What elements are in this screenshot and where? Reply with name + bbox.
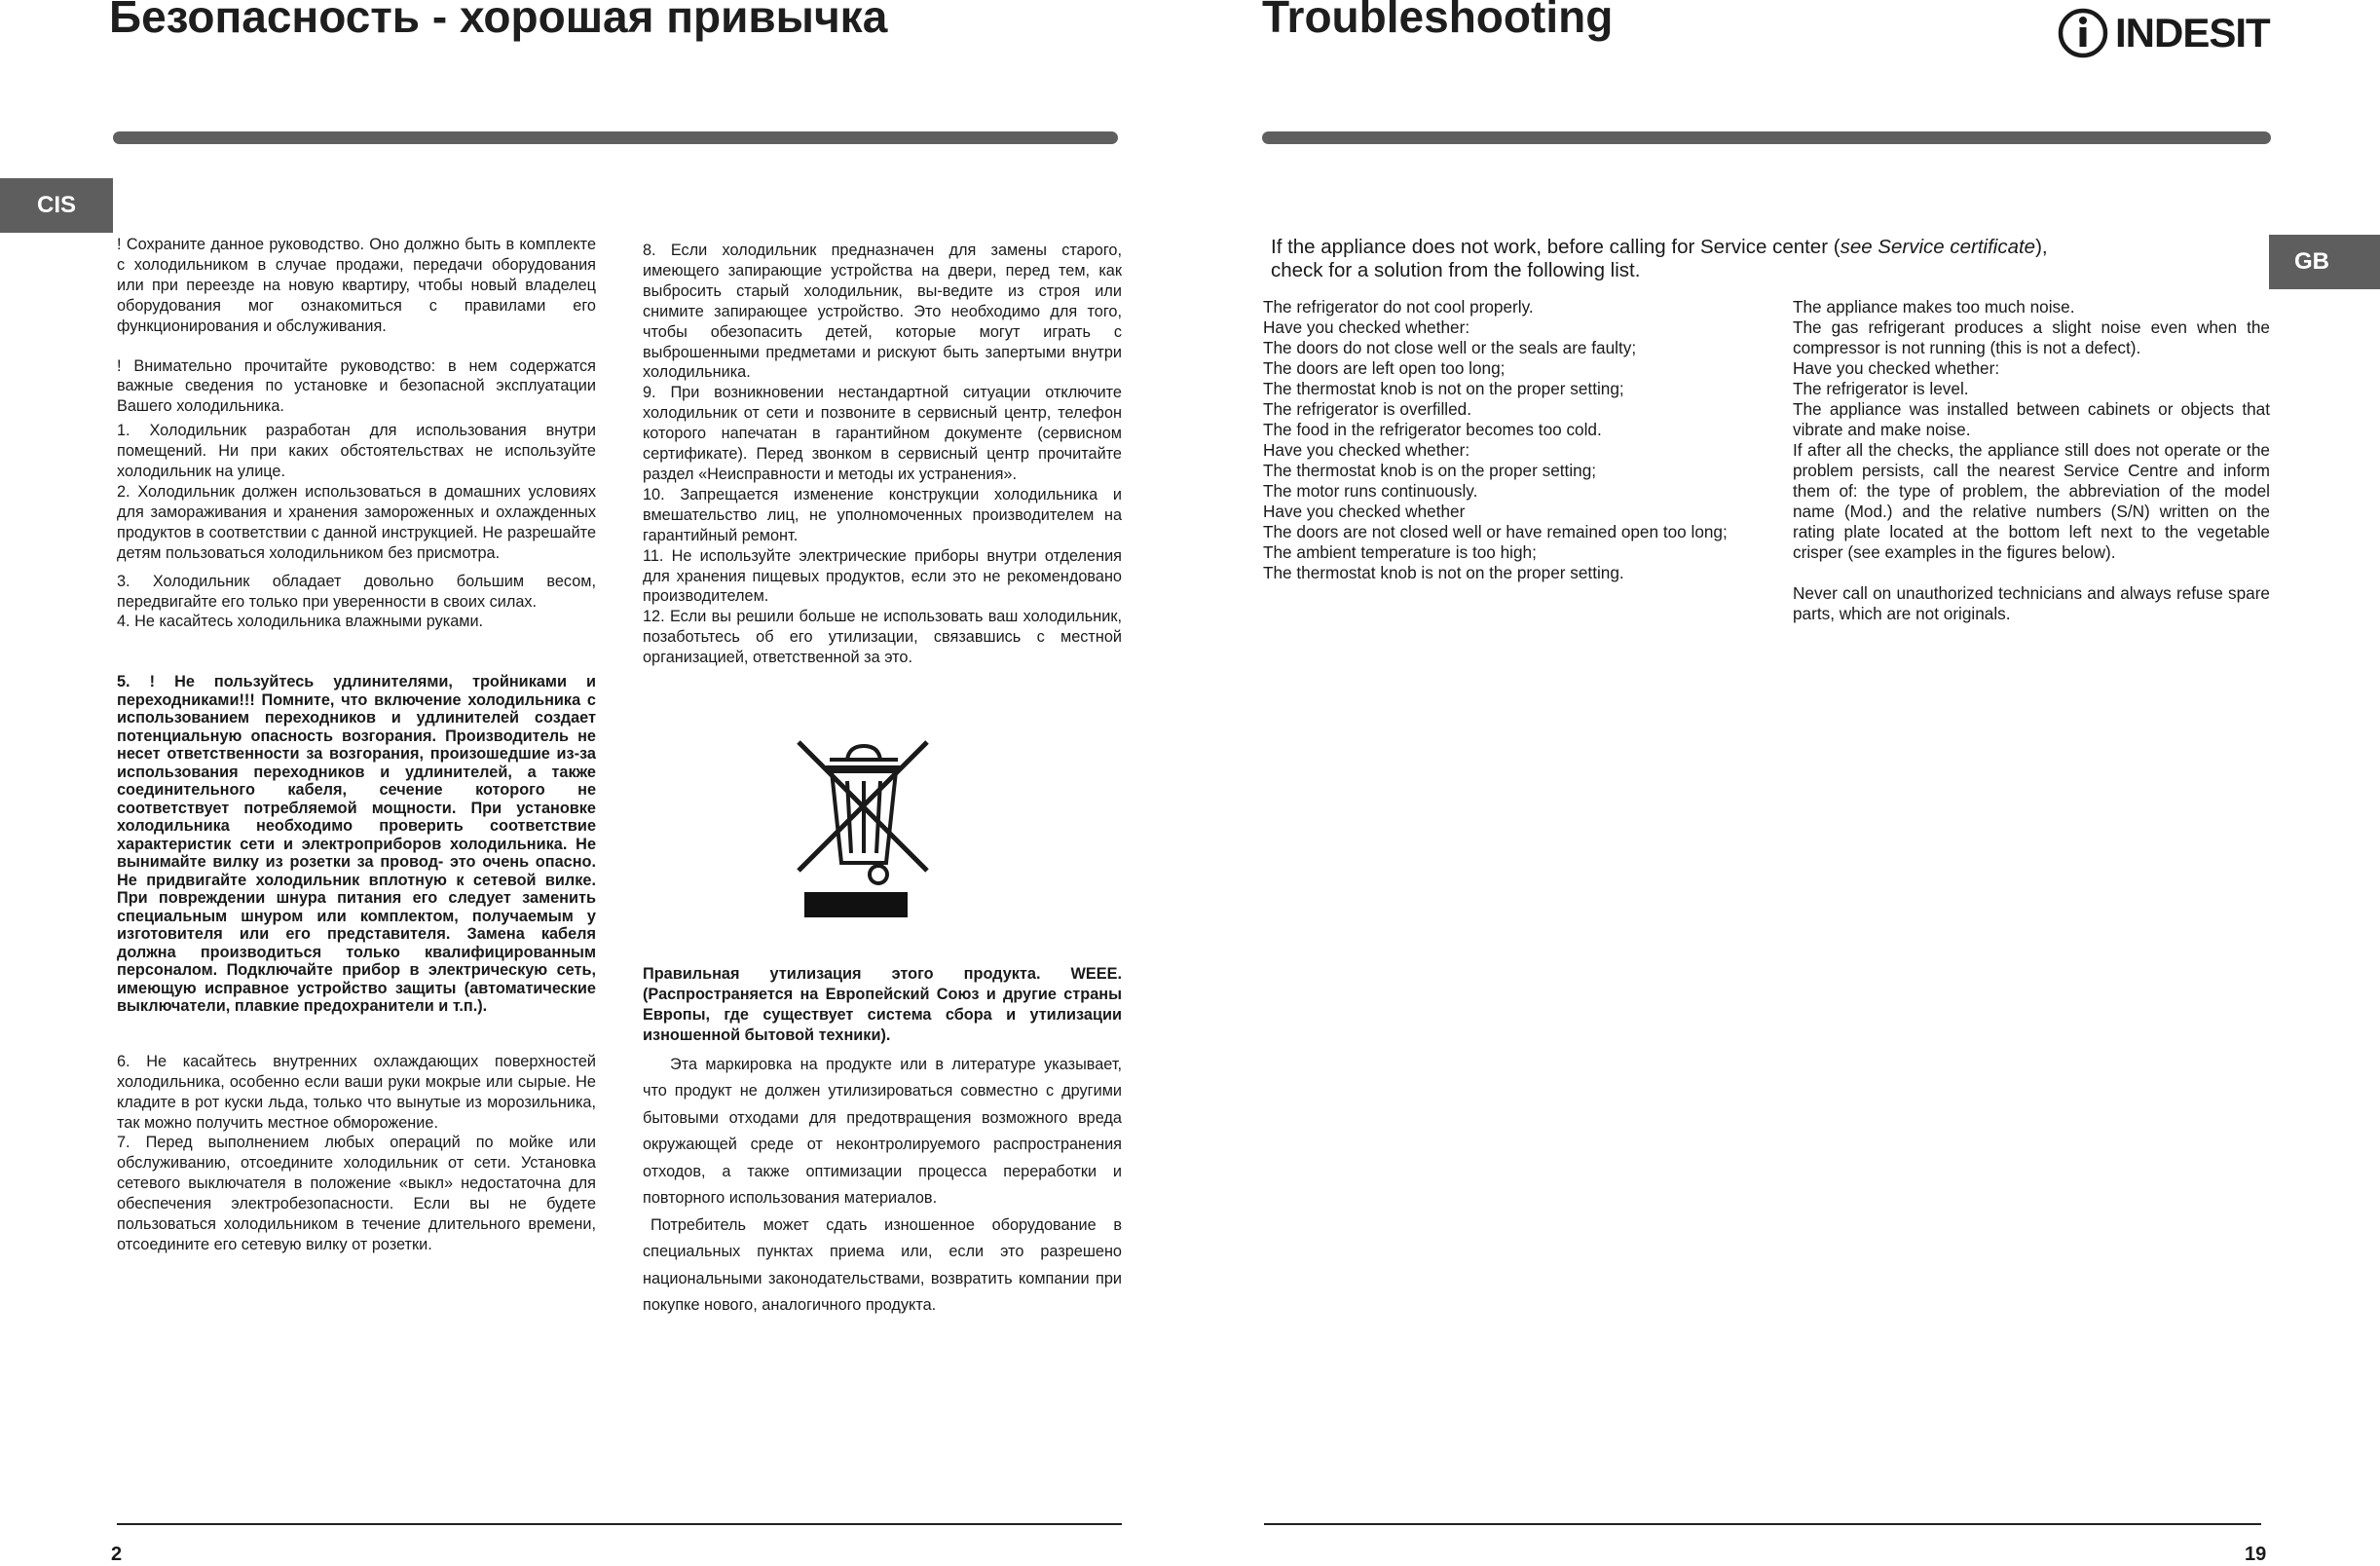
safety-column-2 [643, 241, 1122, 668]
troubleshooting-intro [1271, 236, 2245, 282]
safety-item-10: 10. Запрещается изменение конструкции холодильника и вмешательство лиц, не уполномоченных производителем на гарантийный ремонт. [643, 485, 1122, 544]
indesit-logo-icon [2057, 7, 2109, 59]
noise-explanation: The gas refrigerant produces a slight noise even when the compressor is not running (this is not a defect). [1793, 317, 2270, 357]
safety-column-1 [117, 235, 596, 1255]
weee-paragraph-2: Потребитель может сдать изношенное оборудование в специальных пунктах приема или, если это разрешено национальными законодательствами, возвратить компании при покупке нового, аналогичного продукта. [643, 1215, 1122, 1315]
check-item: The appliance was installed between cabinets or objects that vibrate and make noise. [1793, 399, 2270, 439]
service-centre-paragraph: If after all the checks, the appliance still does not operate or the problem persists, call the nearest Service Centre and inform them of: the type of problem, the abbreviation of the model name (Mod.) and the relative numbers (S/N) written on the rating plate located at the bottom left next to the vegetable crisper (see examples in the figures below). [1793, 440, 2270, 562]
troubleshooting-column-1 [1263, 297, 1740, 583]
safety-item-8: 8. Если холодильник предназначен для замены старого, имеющего запирающие устройства на двери, перед тем, как выбросить старый холодильник, вы-ведите из строя или снимите запирающее устройство. Это необходимо для того, чтобы обезопасить детей, которые могут играть с выброшенными предметами и рискуют быть запертыми внутри холодильника. [643, 242, 1122, 382]
check-item: The thermostat knob is not on the proper setting; [1263, 379, 1624, 398]
check-prompt: Have you checked whether: [1263, 317, 1470, 337]
title-underline-bar-right [1262, 131, 2271, 144]
safety-item-6: 6. Не касайтесь внутренних охлаждающих поверхностей холодильника, особенно если ваши руки мокрые или сырые. Не кладите в рот куски льда, только что вынутые из морозильника, так можно получить местное обморожение. [117, 1052, 596, 1132]
intro-line-2: check for a solution from the following list. [1271, 259, 1641, 281]
check-item: The doors are left open too long; [1263, 358, 1506, 378]
intro-text-end: ), [2035, 236, 2048, 258]
safety-item-1: 1. Холодильник разработан для использования внутри помещений. Ни при каких обстоятельствах не используйте холодильник на улице. [117, 422, 596, 481]
weee-heading: Правильная утилизация этого продукта. WEEE. (Распространяется на Европейский Союз и другие страны Европы, где существует система сбора и утилизации изношенной бытовой техники). [643, 965, 1122, 1044]
weee-paragraph-1: Эта маркировка на продукте или в литературе указывает, что продукт не должен утилизироваться совместно с другими бытовыми отходами для предотвращения возможного вреда окружающей среде от неконтролируемого распространения отходов, а также оптимизации процесса переработки и повторного использования материалов. [643, 1055, 1122, 1208]
check-item: The ambient temperature is too high; [1263, 542, 1537, 562]
safety-item-11: 11. Не используйте электрические приборы внутри отделения для хранения пищевых продуктов, если это не рекомендовано производителем. [643, 546, 1122, 606]
check-item: The thermostat knob is on the proper setting; [1263, 461, 1597, 480]
page-title-right: Troubleshooting [1262, 0, 1614, 42]
language-tab-cis: CIS [0, 178, 113, 233]
brand-name: INDESIT [2115, 10, 2270, 56]
safety-paragraph: ! Сохраните данное руководство. Оно должно быть в комплекте с холодильником в случае продажи, передачи оборудования или при переезде на новую квартиру, чтобы новый владелец оборудования мог ознакомиться с правилами его функционирования и обслуживания. [117, 236, 596, 335]
indesit-logo [2057, 6, 2270, 60]
safety-item-5-warning: 5. ! Не пользуйтесь удлинителями, тройниками и переходниками!!! Помните, что включение холодильника с использованием переходников и удлинителей создает потенциальную опасность возгорания. Производитель не несет ответственности за возгорания, произошедшие из-за использования переходников и удлинителей, а также соединительного кабеля, сечение которого не соответствует потребляемой мощности. При установке холодильника необходимо проверить соответствие характеристик сети и электроприборов холодильника. Не вынимайте вилку из розетки за провод- это очень опасно. Не придвигайте холодильник вплотную к сетевой вилке. При повреждении шнура питания его следует заменить специальным шнуром или комплектом, получаемым у изготовителя или его представителя. Замена кабеля должна производиться только квалифицированным персоналом. Подключайте прибор в электрическую сеть, имеющую исправное устройство защиты (автоматические выключатели, плавкие предохранители и т.п.). [117, 673, 596, 1016]
warning-note: Never call on unauthorized technicians and always refuse spare parts, which are not originals. [1793, 583, 2270, 623]
problem-heading: The food in the refrigerator becomes too cold. [1263, 420, 1602, 439]
troubleshooting-column-2 [1793, 297, 2270, 624]
page-title-left: Безопасность - хорошая привычка [109, 0, 888, 42]
check-prompt: Have you checked whether: [1263, 440, 1470, 460]
intro-text: If the appliance does not work, before calling for Service center ( [1271, 236, 1841, 258]
problem-heading: The refrigerator do not cool properly. [1263, 297, 1534, 317]
language-tab-gb [2269, 235, 2380, 289]
check-item: The thermostat knob is not on the proper setting. [1263, 563, 1624, 582]
weee-section [643, 964, 1122, 1320]
safety-item-7: 7. Перед выполнением любых операций по мойке или обслуживанию, отсоедините холодильник от сети. Установка сетевого выключателя в положение «выкл» недостаточна для обеспечения электробезопасности. Если вы не будете пользоваться холодильником в течение длительного времени, отсоедините его сетевую вилку от розетки. [117, 1134, 596, 1253]
page-number-right: 19 [2245, 1544, 2267, 1565]
safety-paragraph: ! Внимательно прочитайте руководство: в нем содержатся важные сведения по установке и безопасной эксплуатации Вашего холодильника. [117, 356, 596, 416]
check-item: The refrigerator is overfilled. [1263, 399, 1471, 419]
problem-heading: The appliance makes too much noise. [1793, 297, 2075, 317]
safety-item-9: 9. При возникновении нестандартной ситуации отключите холодильник от сети и позвоните в сервисный центр, телефон которого напечатан в гарантийном документе (сервисном сертификате). Перед звонком в сервисный центр прочитайте раздел «Неисправности и методы их устранения». [643, 384, 1122, 483]
safety-item-3: 3. Холодильник обладает довольно большим весом, передвигайте его только при уверенности в своих силах. [117, 572, 596, 611]
check-prompt: Have you checked whether [1263, 502, 1466, 521]
title-underline-bar-left [113, 131, 1118, 144]
page-number-left: 2 [111, 1544, 123, 1565]
check-item: The doors are not closed well or have remained open too long; [1263, 522, 1728, 541]
problem-heading: The motor runs continuously. [1263, 481, 1478, 501]
safety-item-12: 12. Если вы решили больше не использовать ваш холодильник, позаботьтесь об его утилизации, связавшись с местной организацией, ответственной за это. [643, 608, 1122, 667]
footer-rule-left [117, 1523, 1122, 1525]
check-item: The refrigerator is level. [1793, 379, 1969, 398]
safety-item-4: 4. Не касайтесь холодильника влажными руками. [117, 613, 484, 631]
check-item: The doors do not close well or the seals are faulty; [1263, 338, 1637, 357]
safety-item-2: 2. Холодильник должен использоваться в домашних условиях для замораживания и хранения замороженных и охлажденных продуктов в соответствии с данной инструкцией. Не разрешайте детям пользоваться холодильником без присмотра. [117, 482, 596, 562]
check-prompt: Have you checked whether: [1793, 358, 2000, 378]
language-tab-gb-label: GB [2294, 248, 2329, 275]
weee-crossed-bin-icon [791, 738, 937, 919]
intro-service-certificate: see Service certificate [1840, 236, 2036, 258]
footer-rule-right [1264, 1523, 2261, 1525]
